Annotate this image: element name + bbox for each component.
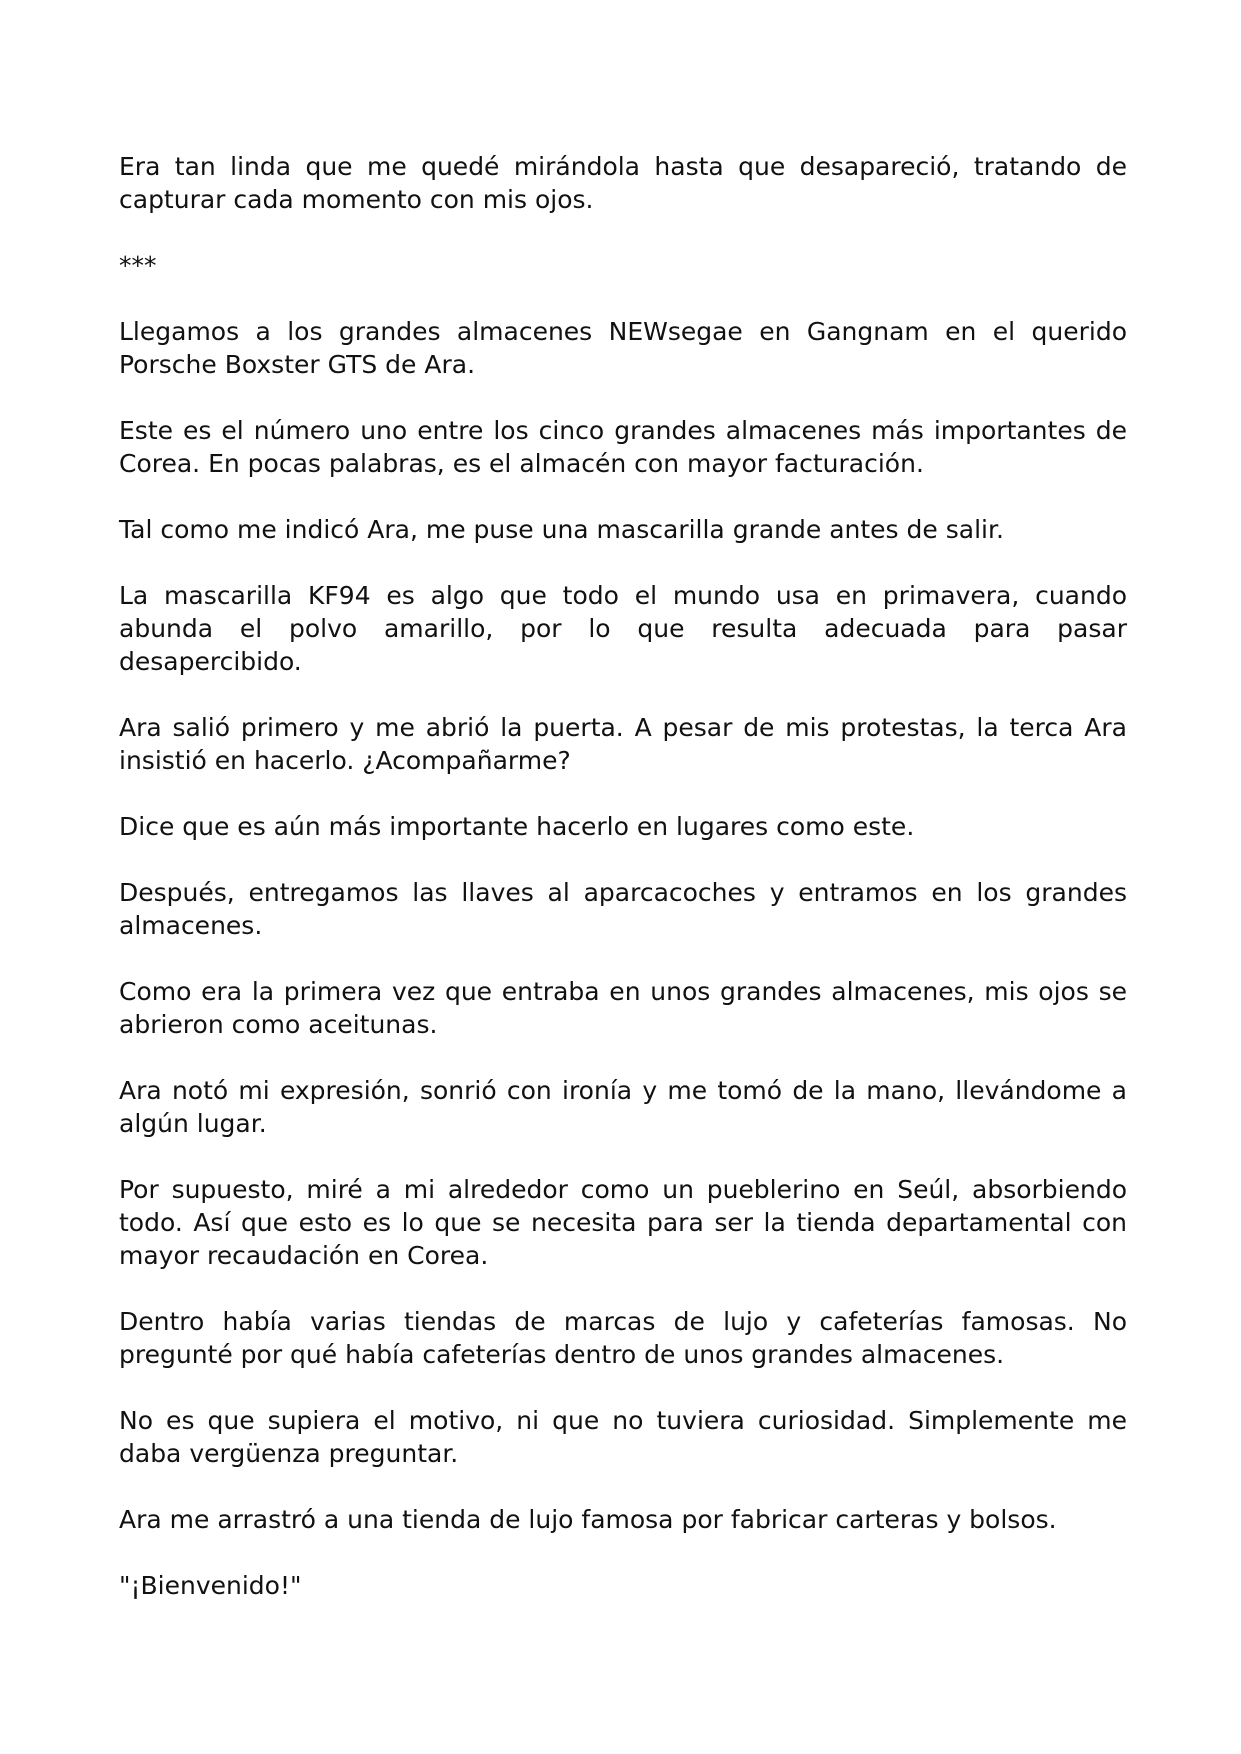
paragraph: Por supuesto, miré a mi alrededor como un pueblerino en Seúl, absorbiendo todo. Así que esto es lo que se necesita para ser la tienda departamental con mayor recaudación en Corea.: [119, 1175, 1127, 1270]
paragraph: Después, entregamos las llaves al aparcacoches y entramos en los grandes almacenes.: [119, 878, 1127, 940]
paragraph: Como era la primera vez que entraba en unos grandes almacenes, mis ojos se abrieron como aceitunas.: [119, 977, 1127, 1039]
document-body: [119, 150, 1127, 1602]
paragraph: Ara notó mi expresión, sonrió con ironía y me tomó de la mano, llevándome a algún lugar.: [119, 1076, 1127, 1138]
paragraph: Ara salió primero y me abrió la puerta. A pesar de mis protestas, la terca Ara insistió en hacerlo. ¿Acompañarme?: [119, 713, 1127, 775]
paragraph: Era tan linda que me quedé mirándola hasta que desapareció, tratando de capturar cada momento con mis ojos.: [119, 152, 1127, 214]
scene-break: ***: [119, 251, 157, 280]
paragraph: La mascarilla KF94 es algo que todo el mundo usa en primavera, cuando abunda el polvo amarillo, por lo que resulta adecuada para pasar desapercibido.: [119, 581, 1127, 676]
paragraph: Tal como me indicó Ara, me puse una mascarilla grande antes de salir.: [119, 515, 1004, 544]
paragraph: No es que supiera el motivo, ni que no tuviera curiosidad. Simplemente me daba vergüenza preguntar.: [119, 1406, 1127, 1468]
paragraph: Ara me arrastró a una tienda de lujo famosa por fabricar carteras y bolsos.: [119, 1505, 1057, 1534]
dialogue-line: "¡Bienvenido!": [119, 1571, 302, 1600]
paragraph: Dentro había varias tiendas de marcas de lujo y cafeterías famosas. No pregunté por qué había cafeterías dentro de unos grandes almacenes.: [119, 1307, 1127, 1369]
paragraph: Llegamos a los grandes almacenes NEWsegae en Gangnam en el querido Porsche Boxster GTS de Ara.: [119, 317, 1127, 379]
paragraph: Dice que es aún más importante hacerlo en lugares como este.: [119, 812, 915, 841]
paragraph: Este es el número uno entre los cinco grandes almacenes más importantes de Corea. En pocas palabras, es el almacén con mayor facturación.: [119, 416, 1127, 478]
